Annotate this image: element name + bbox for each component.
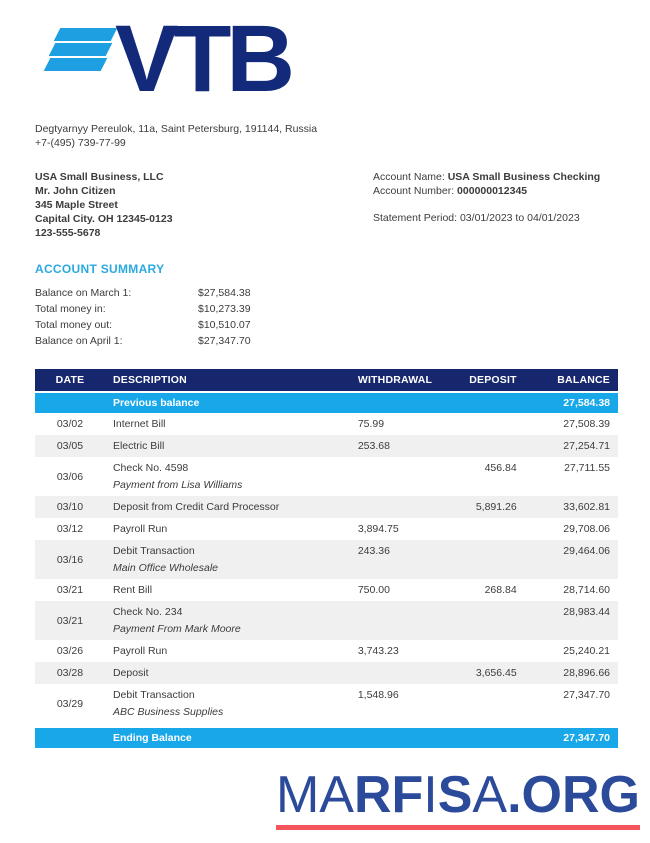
txn-deposit bbox=[443, 518, 525, 540]
watermark-segment: MA bbox=[275, 766, 354, 824]
watermark-segment: I bbox=[423, 766, 438, 824]
ending-balance-label: Ending Balance bbox=[105, 726, 350, 749]
txn-description-note: ABC Business Supplies bbox=[112, 706, 224, 718]
txn-deposit bbox=[443, 640, 525, 662]
watermark-segment: S bbox=[437, 766, 473, 824]
txn-balance: 27,711.55 bbox=[564, 462, 610, 474]
txn-withdrawal bbox=[350, 601, 443, 640]
txn-description-note: Payment From Mark Moore bbox=[112, 623, 241, 635]
txn-date: 03/06 bbox=[56, 470, 84, 483]
watermark-segment: .ORG bbox=[507, 766, 640, 824]
ending-balance-row bbox=[35, 726, 618, 749]
watermark-text bbox=[276, 768, 640, 823]
txn-description-main: Debit Transaction bbox=[112, 545, 195, 557]
txn-description bbox=[105, 496, 350, 518]
transaction-row bbox=[35, 662, 618, 684]
bank-address-block bbox=[35, 122, 618, 150]
txn-description-note: Main Office Wholesale bbox=[112, 562, 218, 574]
txn-withdrawal: 75.99 bbox=[357, 418, 385, 430]
txn-date: 03/10 bbox=[35, 496, 105, 518]
wing-stripe bbox=[54, 28, 118, 41]
summary-row bbox=[35, 317, 618, 333]
summary-label: Total money in: bbox=[35, 303, 106, 315]
transaction-row bbox=[35, 640, 618, 662]
watermark-segment: RF bbox=[353, 766, 424, 824]
brand-header bbox=[35, 6, 618, 112]
summary-label: Balance on April 1: bbox=[35, 335, 123, 347]
txn-description bbox=[105, 435, 350, 457]
txn-balance: 25,240.21 bbox=[563, 645, 610, 657]
txn-date: 03/05 bbox=[35, 435, 105, 457]
wing-stripe bbox=[44, 58, 108, 71]
account-summary-section bbox=[35, 262, 618, 349]
txn-balance: 28,896.66 bbox=[525, 662, 618, 684]
account-summary-title: ACCOUNT SUMMARY bbox=[35, 262, 165, 276]
txn-balance: 28,983.44 bbox=[525, 601, 618, 640]
txn-balance: 29,464.06 bbox=[525, 540, 618, 579]
txn-description-main: Electric Bill bbox=[112, 440, 165, 452]
txn-date: 03/21 bbox=[56, 584, 84, 596]
txn-deposit: 268.84 bbox=[484, 584, 517, 596]
statement-period-value: 03/01/2023 to 04/01/2023 bbox=[459, 212, 580, 224]
txn-date: 03/02 bbox=[56, 418, 84, 430]
txn-balance: 27,254.71 bbox=[525, 435, 618, 457]
previous-balance-label: Previous balance bbox=[105, 392, 350, 413]
summary-label: Balance on March 1: bbox=[35, 287, 132, 299]
txn-date: 03/28 bbox=[35, 662, 105, 684]
transaction-row bbox=[35, 579, 618, 601]
summary-value: $27,347.70 bbox=[198, 335, 251, 347]
previous-balance-date-cell bbox=[35, 392, 105, 413]
txn-deposit bbox=[443, 540, 525, 579]
txn-description bbox=[105, 601, 350, 640]
txn-balance: 33,602.81 bbox=[525, 496, 618, 518]
txn-withdrawal: 243.36 bbox=[350, 540, 443, 579]
wing-stripe bbox=[49, 43, 113, 56]
txn-description-main: Check No. 234 bbox=[112, 606, 183, 618]
column-header-deposit: DEPOSIT bbox=[443, 369, 525, 392]
summary-row bbox=[35, 333, 618, 349]
previous-balance-amount: 27,584.38 bbox=[525, 392, 618, 413]
txn-description bbox=[105, 413, 350, 435]
txn-balance: 27,508.39 bbox=[563, 418, 610, 430]
txn-description bbox=[105, 579, 350, 601]
txn-deposit bbox=[443, 601, 525, 640]
txn-description-main: Internet Bill bbox=[112, 418, 166, 430]
customer-line: 345 Maple Street bbox=[35, 199, 118, 211]
txn-deposit bbox=[443, 413, 525, 435]
info-row bbox=[35, 170, 618, 240]
txn-description-main: Payroll Run bbox=[112, 645, 168, 657]
txn-withdrawal bbox=[350, 457, 443, 496]
account-name-value: USA Small Business Checking bbox=[447, 171, 601, 183]
transaction-row bbox=[35, 601, 618, 640]
summary-label: Total money out: bbox=[35, 319, 113, 331]
summary-row bbox=[35, 301, 618, 317]
transaction-row bbox=[35, 457, 618, 496]
previous-balance-row bbox=[35, 392, 618, 413]
txn-balance: 29,708.06 bbox=[563, 523, 610, 535]
table-header-row bbox=[35, 369, 618, 392]
txn-balance: 27,347.70 bbox=[563, 689, 610, 701]
customer-block bbox=[35, 170, 173, 240]
column-header-description: DESCRIPTION bbox=[105, 369, 350, 392]
txn-description bbox=[105, 684, 350, 726]
txn-description bbox=[105, 640, 350, 662]
brand-logo-text: VTB bbox=[115, 6, 290, 112]
txn-deposit: 456.84 bbox=[484, 462, 517, 474]
account-info-block bbox=[373, 170, 618, 240]
summary-value: $10,510.07 bbox=[198, 319, 251, 331]
transaction-row bbox=[35, 496, 618, 518]
txn-withdrawal: 3,743.23 bbox=[357, 645, 399, 657]
ending-balance-date-cell bbox=[35, 726, 105, 749]
txn-date: 03/26 bbox=[56, 645, 84, 657]
txn-description-main: Deposit bbox=[112, 667, 149, 679]
txn-deposit: 5,891.26 bbox=[443, 496, 525, 518]
column-header-balance: BALANCE bbox=[525, 369, 618, 392]
summary-value: $10,273.39 bbox=[198, 303, 251, 315]
txn-description bbox=[105, 518, 350, 540]
txn-deposit: 3,656.45 bbox=[443, 662, 525, 684]
txn-withdrawal: 253.68 bbox=[350, 435, 443, 457]
customer-line: USA Small Business, LLC bbox=[35, 171, 164, 183]
statement-period-line bbox=[373, 211, 618, 225]
txn-description-main: Deposit from Credit Card Processor bbox=[112, 501, 280, 513]
column-header-withdrawal: WITHDRAWAL bbox=[350, 369, 443, 392]
transaction-row bbox=[35, 518, 618, 540]
txn-description-main: Debit Transaction bbox=[112, 689, 195, 701]
watermark-segment: A bbox=[472, 766, 508, 824]
account-number-label: Account Number: bbox=[373, 185, 455, 197]
transaction-row bbox=[35, 435, 618, 457]
txn-description bbox=[105, 457, 350, 496]
txn-balance: 28,714.60 bbox=[563, 584, 610, 596]
transactions-table bbox=[35, 369, 618, 748]
summary-row bbox=[35, 285, 618, 301]
column-header-date: DATE bbox=[35, 369, 105, 392]
txn-date: 03/12 bbox=[56, 523, 84, 535]
account-summary-rows bbox=[35, 285, 618, 349]
watermark bbox=[276, 768, 640, 830]
customer-line: Mr. John Citizen bbox=[35, 185, 116, 197]
txn-description-main: Check No. 4598 bbox=[112, 462, 189, 474]
transaction-row bbox=[35, 413, 618, 435]
txn-withdrawal bbox=[350, 662, 443, 684]
account-number-line bbox=[373, 184, 618, 198]
account-number-value: 000000012345 bbox=[457, 185, 528, 197]
transaction-row bbox=[35, 540, 618, 579]
txn-deposit bbox=[443, 684, 525, 726]
transaction-row bbox=[35, 684, 618, 726]
txn-date: 03/16 bbox=[35, 540, 105, 579]
customer-line: 123-555-5678 bbox=[35, 227, 101, 239]
txn-date: 03/29 bbox=[56, 697, 84, 710]
txn-withdrawal: 1,548.96 bbox=[357, 689, 399, 701]
txn-description bbox=[105, 662, 350, 684]
vtb-wing-icon bbox=[35, 26, 115, 76]
txn-date: 03/21 bbox=[35, 601, 105, 640]
bank-phone: +7-(495) 739-77-99 bbox=[35, 137, 126, 149]
txn-deposit bbox=[443, 435, 525, 457]
customer-line: Capital City. OH 12345-0123 bbox=[35, 213, 173, 225]
summary-value: $27,584.38 bbox=[198, 287, 251, 299]
ending-balance-amount: 27,347.70 bbox=[525, 726, 618, 749]
txn-withdrawal: 3,894.75 bbox=[357, 523, 399, 535]
txn-description bbox=[105, 540, 350, 579]
account-name-label: Account Name: bbox=[373, 171, 445, 183]
statement-period-label: Statement Period: bbox=[373, 212, 458, 224]
txn-description-main: Rent Bill bbox=[112, 584, 153, 596]
txn-withdrawal bbox=[350, 496, 443, 518]
txn-withdrawal: 750.00 bbox=[357, 584, 390, 596]
txn-description-note: Payment from Lisa Williams bbox=[112, 479, 243, 491]
account-name-line bbox=[373, 170, 618, 184]
bank-address-line: Degtyarnyy Pereulok, 11a, Saint Petersburg, 191144, Russia bbox=[35, 123, 318, 135]
txn-description-main: Payroll Run bbox=[112, 523, 168, 535]
